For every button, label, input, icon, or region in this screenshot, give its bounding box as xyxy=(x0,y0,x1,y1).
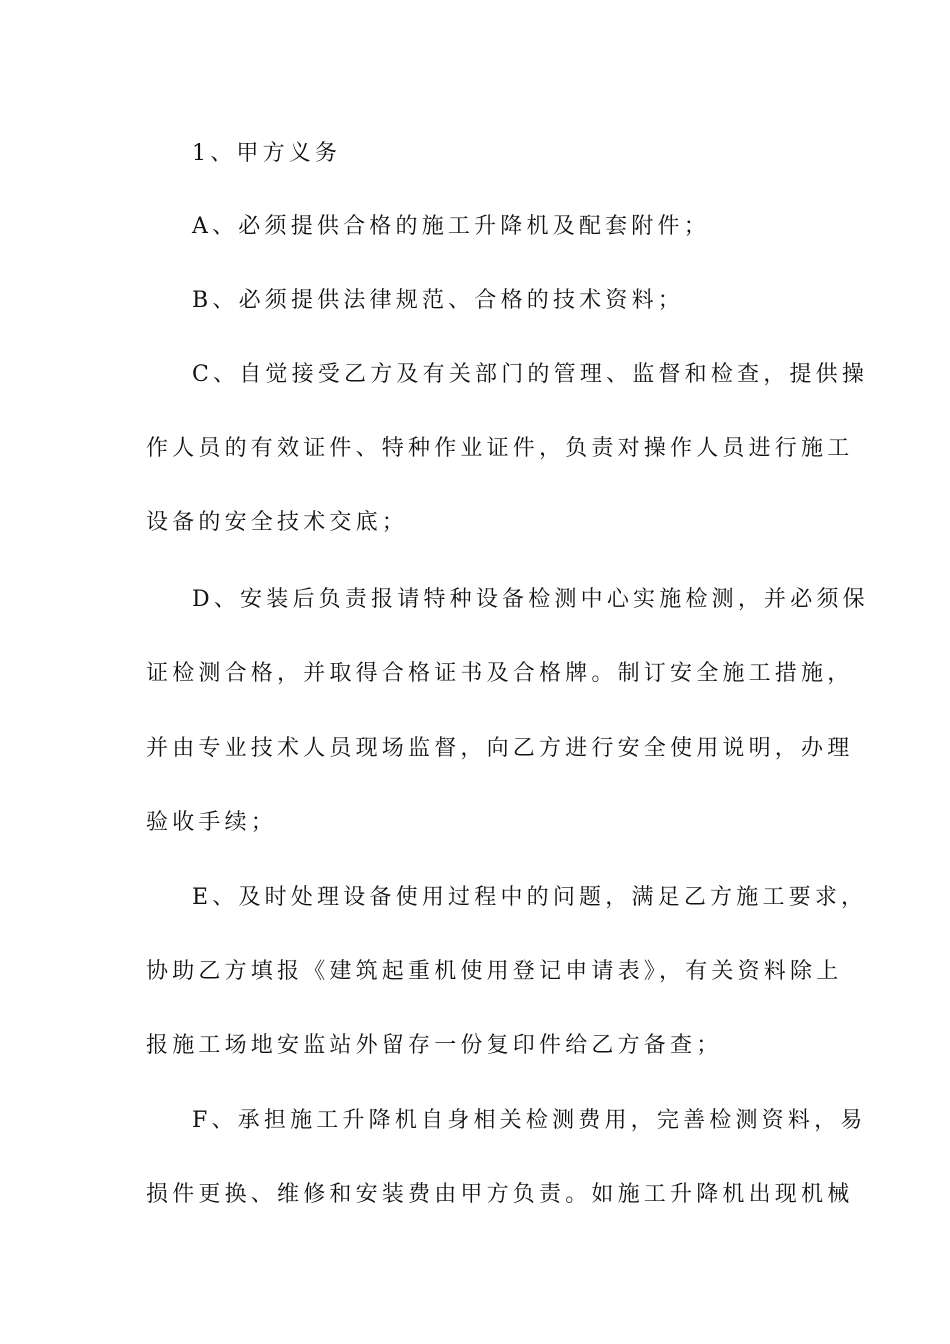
clause-d-line-4: 验收手续； xyxy=(146,810,278,835)
clause-d-line-3: 并由专业技术人员现场监督，向乙方进行安全使用说明，办理 xyxy=(146,736,854,761)
clause-f-line-1: F、承担施工升降机自身相关检测费用，完善检测资料，易 xyxy=(192,1108,867,1133)
clause-e-line-3: 报施工场地安监站外留存一份复印件给乙方备查； xyxy=(146,1033,723,1058)
clause-c-line-1: C、自觉接受乙方及有关部门的管理、监督和检查，提供操 xyxy=(192,362,869,387)
clause-c-line-3: 设备的安全技术交底； xyxy=(146,510,409,535)
section-heading: 1、甲方义务 xyxy=(192,141,342,166)
clause-c-line-2: 作人员的有效证件、特种作业证件，负责对操作人员进行施工 xyxy=(146,436,854,461)
clause-a: A、必须提供合格的施工升降机及配套附件； xyxy=(192,214,710,239)
clause-d-line-2: 证检测合格，并取得合格证书及合格牌。制订安全施工措施， xyxy=(146,661,854,686)
clause-b: B、必须提供法律规范、合格的技术资料； xyxy=(192,288,684,313)
clause-d-line-1: D、安装后负责报请特种设备检测中心实施检测，并必须保 xyxy=(192,587,869,612)
clause-e-line-2: 协助乙方填报《建筑起重机使用登记申请表》，有关资料除上 xyxy=(146,959,843,984)
clause-e-line-1: E、及时处理设备使用过程中的问题，满足乙方施工要求， xyxy=(192,885,868,910)
clause-f-line-2: 损件更换、维修和安装费由甲方负责。如施工升降机出现机械 xyxy=(146,1182,854,1207)
